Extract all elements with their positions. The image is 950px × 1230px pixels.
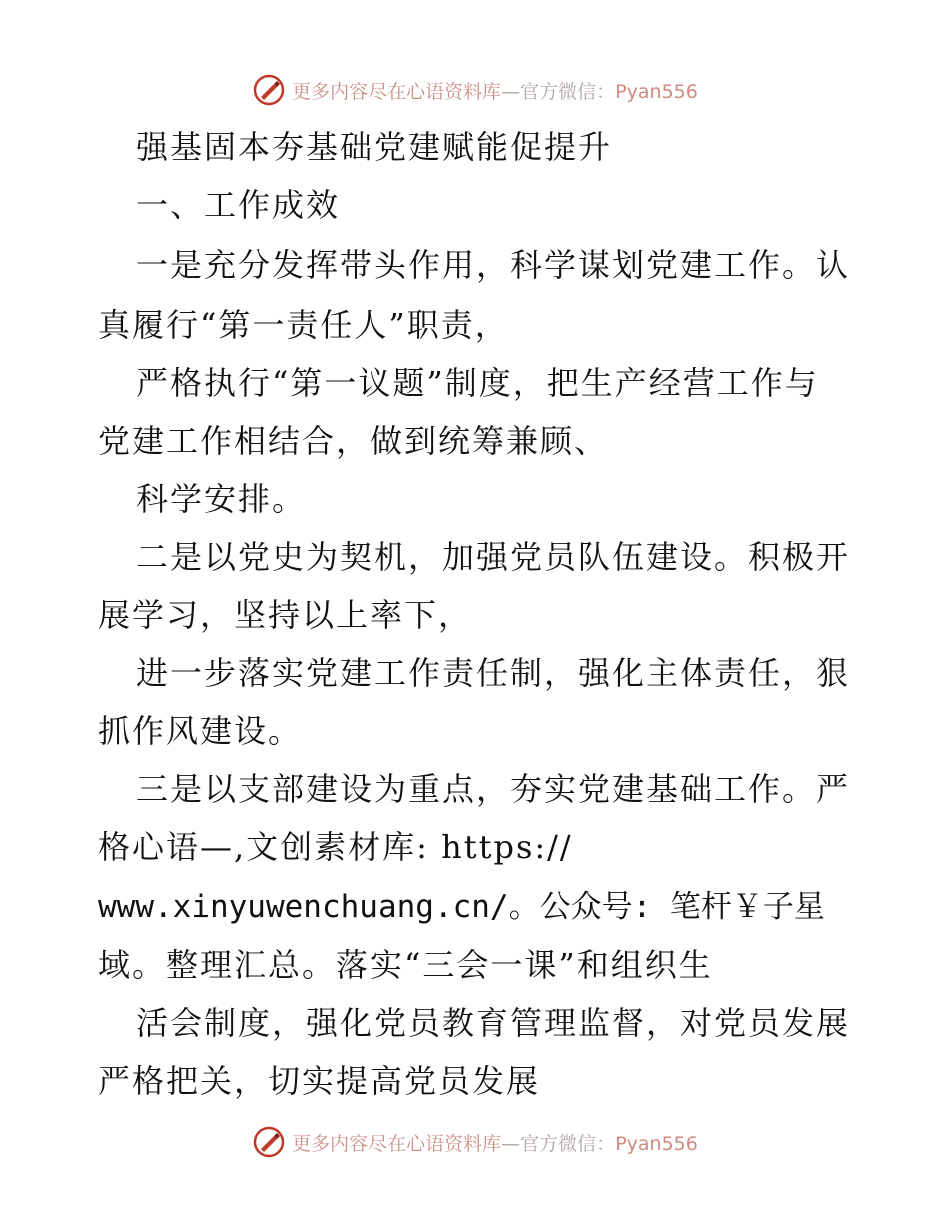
paragraph-line: 科学安排。	[136, 480, 307, 518]
watermark-part1: 更多内容尽在心语资料库	[292, 80, 502, 103]
paragraph-line: 进一步落实党建工作责任制，强化主体责任，狠	[136, 654, 851, 692]
paragraph-line: 活会制度，强化党员教育管理监督，对党员发展	[136, 1004, 851, 1042]
paragraph-line: 一是充分发挥带头作用，科学谋划党建工作。认	[136, 246, 851, 284]
footer-watermark	[0, 1122, 950, 1162]
paragraph-line: 域。整理汇总。落实“三会一课”和组织生	[98, 946, 713, 984]
section-heading: 一、工作成效	[136, 186, 341, 224]
watermark-part2: —官方微信：	[501, 80, 616, 103]
paragraph-line: 三是以支部建设为重点，夯实党建基础工作。严	[136, 770, 851, 808]
watermark-part1: 更多内容尽在心语资料库	[292, 1132, 502, 1155]
paragraph-line: 严格执行“第一议题”制度，把生产经营工作与	[136, 364, 819, 402]
watermark-text	[292, 1129, 698, 1156]
paragraph-line: 展学习，坚持以上率下，	[98, 596, 473, 634]
paragraph-line: 抓作风建设。	[98, 712, 303, 750]
paragraph-line: 真履行“第一责任人”职责，	[98, 306, 509, 344]
watermark-part3: Pyan556	[615, 1132, 698, 1155]
watermark-part3: Pyan556	[615, 80, 698, 103]
paragraph-line: www.xinyuwenchuang.cn/。公众号: 笔杆￥子星	[98, 889, 825, 925]
pen-logo-icon	[252, 1125, 286, 1159]
paragraph-line: 格心语—,文创素材库: https://	[98, 828, 573, 866]
watermark-part2: —官方微信：	[501, 1132, 616, 1155]
paragraph-line: 党建工作相结合，做到统筹兼顾、	[98, 422, 609, 460]
paragraph-line: 严格把关，切实提高党员发展	[98, 1062, 541, 1100]
document-title: 强基固本夯基础党建赋能促提升	[136, 128, 613, 166]
paragraph-line: 二是以党史为契机，加强党员队伍建设。积极开	[136, 538, 851, 576]
